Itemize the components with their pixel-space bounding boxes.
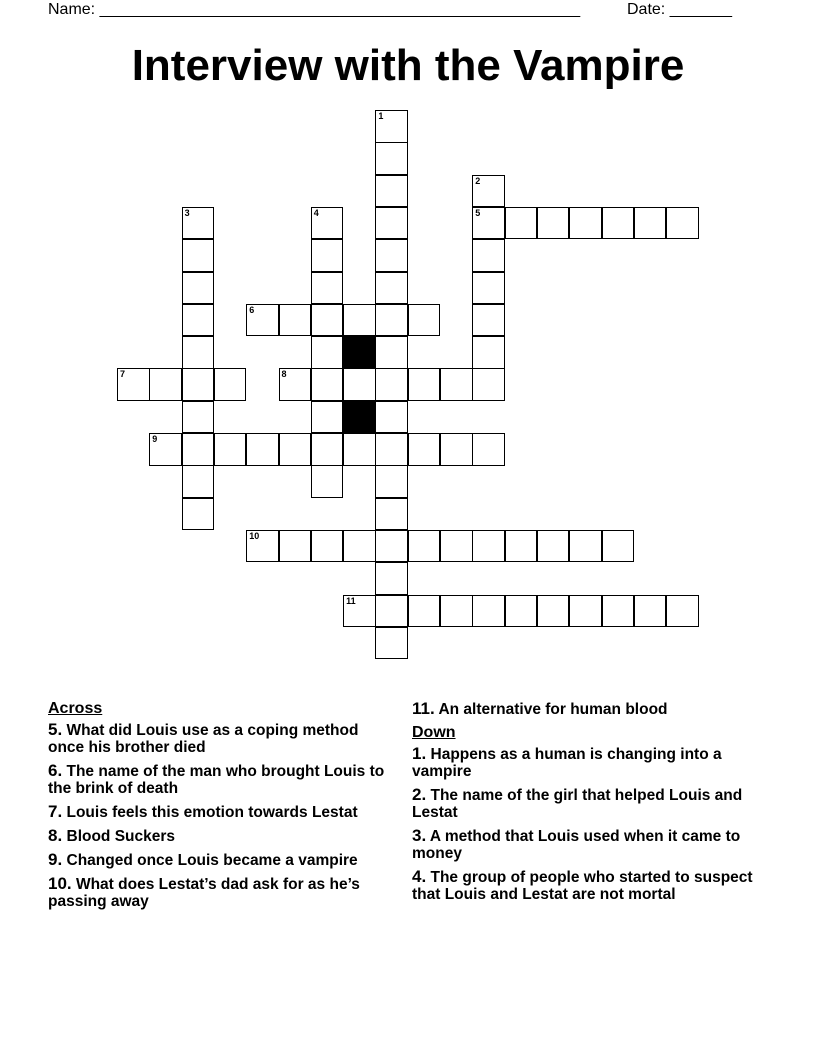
grid-cell[interactable] — [602, 207, 635, 240]
cell-number: 7 — [120, 369, 126, 380]
grid-cell[interactable] — [214, 433, 247, 466]
clue-number: 1. — [412, 744, 427, 763]
grid-cell[interactable] — [117, 368, 150, 401]
grid-cell[interactable] — [311, 336, 344, 369]
grid-cell[interactable] — [149, 368, 182, 401]
grid-cell[interactable] — [505, 595, 538, 628]
across-clue-8 — [48, 827, 393, 845]
grid-cell[interactable] — [375, 562, 408, 595]
grid-cell[interactable] — [311, 272, 344, 305]
clue-text: The name of the man who brought Louis to the brink of death — [48, 763, 385, 797]
grid-cell[interactable] — [149, 433, 182, 466]
clue-number: 4. — [412, 867, 427, 886]
grid-cell[interactable] — [602, 530, 635, 563]
cell-number: 2 — [475, 175, 481, 186]
grid-cell[interactable] — [408, 304, 441, 337]
grid-cell[interactable] — [634, 207, 667, 240]
down-clue-2 — [412, 786, 762, 821]
grid-cell[interactable] — [182, 304, 215, 337]
grid-cell[interactable] — [279, 433, 312, 466]
grid-cell[interactable] — [375, 110, 408, 143]
grid-cell[interactable] — [472, 530, 505, 563]
grid-cell[interactable] — [182, 498, 215, 531]
across-clue-6 — [48, 762, 393, 797]
grid-cell[interactable] — [375, 401, 408, 434]
grid-cell[interactable] — [666, 207, 699, 240]
clue-number: 9. — [48, 850, 63, 869]
grid-cell[interactable] — [375, 627, 408, 660]
clue-text: A method that Louis used when it came to money — [412, 828, 741, 862]
cell-number: 11 — [346, 595, 356, 606]
grid-cell[interactable] — [375, 530, 408, 563]
grid-cell[interactable] — [472, 239, 505, 272]
grid-cell[interactable] — [375, 142, 408, 175]
grid-cell[interactable] — [343, 595, 376, 628]
clue-text: Changed once Louis became a vampire — [66, 852, 358, 869]
down-heading: Down — [412, 724, 456, 741]
grid-cell[interactable] — [279, 368, 312, 401]
grid-cell[interactable] — [472, 336, 505, 369]
grid-cell[interactable] — [375, 336, 408, 369]
date-field-label: Date: _______ — [627, 1, 732, 18]
grid-cell[interactable] — [472, 433, 505, 466]
clue-text: The name of the girl that helped Louis and Lestat — [412, 787, 743, 821]
black-square — [343, 336, 376, 369]
grid-cell[interactable] — [311, 433, 344, 466]
grid-cell[interactable] — [505, 530, 538, 563]
clue-number: 5. — [48, 720, 63, 739]
grid-cell[interactable] — [182, 207, 215, 240]
grid-cell[interactable] — [311, 207, 344, 240]
clue-text: The group of people who started to suspect that Louis and Lestat are not mortal — [412, 869, 753, 903]
across-clue-10 — [48, 875, 393, 910]
grid-cell[interactable] — [408, 595, 441, 628]
clue-number: 3. — [412, 826, 427, 845]
across-clue-9 — [48, 851, 393, 869]
clue-number: 11. — [412, 699, 435, 718]
grid-cell[interactable] — [182, 433, 215, 466]
clue-number: 2. — [412, 785, 427, 804]
grid-cell[interactable] — [375, 272, 408, 305]
name-field-label: Name: ______________________________________________________ — [48, 1, 581, 18]
grid-cell[interactable] — [375, 175, 408, 208]
clue-text: Happens as a human is changing into a vampire — [412, 746, 722, 780]
grid-cell[interactable] — [279, 304, 312, 337]
grid-cell[interactable] — [375, 368, 408, 401]
grid-cell[interactable] — [375, 595, 408, 628]
grid-cell[interactable] — [472, 304, 505, 337]
grid-cell[interactable] — [246, 433, 279, 466]
cell-number: 6 — [249, 304, 255, 315]
black-square — [343, 401, 376, 434]
across-clue-7 — [48, 803, 393, 821]
grid-cell[interactable] — [505, 207, 538, 240]
grid-cell[interactable] — [569, 530, 602, 563]
grid-cell[interactable] — [343, 304, 376, 337]
clue-number: 10. — [48, 874, 72, 893]
grid-cell[interactable] — [311, 401, 344, 434]
grid-cell[interactable] — [182, 239, 215, 272]
grid-cell[interactable] — [246, 304, 279, 337]
grid-cell[interactable] — [472, 368, 505, 401]
clue-number: 6. — [48, 761, 63, 780]
grid-cell[interactable] — [408, 368, 441, 401]
clue-number: 7. — [48, 802, 63, 821]
clue-number: 8. — [48, 826, 63, 845]
clues-left-column — [48, 700, 393, 916]
grid-cell[interactable] — [569, 595, 602, 628]
cell-number: 5 — [475, 207, 481, 218]
clue-text: Louis feels this emotion towards Lestat — [66, 804, 358, 821]
grid-cell[interactable] — [440, 433, 473, 466]
cell-number: 10 — [249, 530, 260, 541]
cell-number: 8 — [281, 369, 287, 380]
grid-cell[interactable] — [440, 368, 473, 401]
grid-cell[interactable] — [375, 304, 408, 337]
grid-cell[interactable] — [375, 239, 408, 272]
cell-number: 9 — [152, 434, 158, 444]
grid-cell[interactable] — [182, 401, 215, 434]
clue-text: What did Louis use as a coping method once his brother died — [48, 722, 359, 756]
grid-cell[interactable] — [182, 465, 215, 498]
grid-cell[interactable] — [375, 433, 408, 466]
cell-number: 3 — [184, 207, 190, 218]
grid-cell[interactable] — [311, 530, 344, 563]
down-clue-4 — [412, 868, 762, 903]
grid-cell[interactable] — [375, 207, 408, 240]
page-title: Interview with the Vampire — [131, 41, 685, 90]
grid-cell[interactable] — [214, 368, 247, 401]
grid-cell[interactable] — [311, 304, 344, 337]
clue-text: Blood Suckers — [66, 828, 176, 845]
grid-cell[interactable] — [569, 207, 602, 240]
grid-cell[interactable] — [311, 465, 344, 498]
grid-cell[interactable] — [472, 272, 505, 305]
grid-cell[interactable] — [472, 207, 505, 240]
cell-number: 4 — [313, 207, 319, 218]
down-clue-1 — [412, 745, 762, 780]
grid-cell[interactable] — [375, 498, 408, 531]
grid-cell[interactable] — [634, 595, 667, 628]
grid-cell[interactable] — [602, 595, 635, 628]
cell-number: 1 — [378, 111, 384, 121]
grid-cell[interactable] — [182, 368, 215, 401]
grid-cell[interactable] — [472, 595, 505, 628]
across-clue-5 — [48, 721, 393, 756]
grid-cell[interactable] — [537, 530, 570, 563]
down-clue-3 — [412, 827, 762, 862]
grid-cell[interactable] — [440, 595, 473, 628]
clue-text: What does Lestat’s dad ask for as he’s passing away — [48, 876, 360, 910]
grid-cell[interactable] — [375, 465, 408, 498]
grid-cell[interactable] — [343, 530, 376, 563]
grid-cell[interactable] — [279, 530, 312, 563]
grid-cell[interactable] — [246, 530, 279, 563]
grid-cell[interactable] — [472, 175, 505, 208]
grid-cell[interactable] — [343, 433, 376, 466]
grid-cell[interactable] — [343, 368, 376, 401]
grid-cell[interactable] — [408, 433, 441, 466]
grid-cell[interactable] — [311, 239, 344, 272]
grid-cell[interactable] — [666, 595, 699, 628]
clues-right-column — [412, 700, 762, 909]
across-clue-11 — [412, 700, 762, 718]
grid-cell[interactable] — [537, 207, 570, 240]
grid-cell[interactable] — [408, 530, 441, 563]
grid-cell[interactable] — [440, 530, 473, 563]
grid-cell[interactable] — [182, 272, 215, 305]
grid-cell[interactable] — [537, 595, 570, 628]
grid-cell[interactable] — [182, 336, 215, 369]
grid-cell[interactable] — [311, 368, 344, 401]
clue-text: An alternative for human blood — [438, 701, 668, 718]
across-heading: Across — [48, 700, 103, 717]
